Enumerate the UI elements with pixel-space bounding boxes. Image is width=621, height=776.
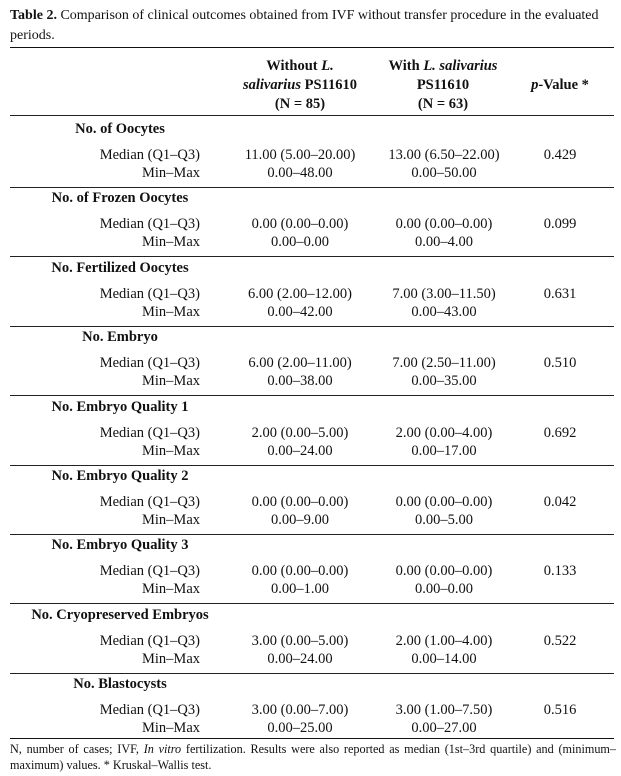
cell-without-minmax: 0.00–24.00 — [267, 443, 333, 459]
section-rule — [10, 673, 614, 674]
caption-label: Table 2. — [10, 8, 57, 23]
cell-with-median: 7.00 (2.50–11.00) — [392, 355, 496, 371]
row-label-minmax: Min–Max — [142, 720, 200, 736]
row-label-minmax: Min–Max — [142, 304, 200, 320]
row-label-minmax: Min–Max — [142, 651, 200, 667]
cell-without-minmax: 0.00–48.00 — [267, 165, 333, 181]
cell-without-median: 2.00 (0.00–5.00) — [251, 425, 349, 441]
row-label-median: Median (Q1–Q3) — [99, 702, 200, 718]
section-title: No. Fertilized Oocytes — [51, 260, 189, 276]
section-rule — [10, 465, 614, 466]
cell-with-median: 0.00 (0.00–0.00) — [395, 494, 493, 510]
header-with: With L. salivarius PS11610 (N = 63) — [388, 58, 498, 112]
table-footnote: N, number of cases; IVF, In vitro fertilization. Results were also reported as median (1st–3rd quartile) and (minimum–maximum) values. * Kruskal–Wallis test. — [10, 742, 616, 772]
cell-pvalue: 0.631 — [543, 286, 577, 302]
cell-without-minmax: 0.00–9.00 — [271, 512, 329, 528]
row-label-minmax: Min–Max — [142, 165, 200, 181]
row-label-median: Median (Q1–Q3) — [99, 286, 200, 302]
row-label-minmax: Min–Max — [142, 234, 200, 250]
row-label-minmax: Min–Max — [142, 443, 200, 459]
cell-pvalue: 0.522 — [543, 633, 577, 649]
cell-without-median: 6.00 (2.00–11.00) — [248, 355, 352, 371]
section-title: No. Embryo Quality 1 — [51, 399, 189, 415]
section-title: No. Embryo — [82, 329, 158, 345]
caption-text: Comparison of clinical outcomes obtained from IVF without transfer procedure in the evaluated periods. — [10, 8, 599, 43]
section-title: No. Embryo Quality 3 — [51, 537, 189, 553]
section-title: No. Cryopreserved Embryos — [31, 607, 209, 623]
section-title: No. of Frozen Oocytes — [51, 190, 189, 206]
cell-with-minmax: 0.00–50.00 — [411, 165, 477, 181]
header-without: Without L. salivarius PS11610 (N = 85) — [242, 58, 357, 112]
cell-with-median: 2.00 (0.00–4.00) — [395, 425, 493, 441]
section-rule — [10, 603, 614, 604]
row-label-minmax: Min–Max — [142, 373, 200, 389]
section-title: No. Embryo Quality 2 — [51, 468, 189, 484]
cell-with-minmax: 0.00–27.00 — [411, 720, 477, 736]
row-label-minmax: Min–Max — [142, 512, 200, 528]
row-label-minmax: Min–Max — [142, 581, 200, 597]
row-label-median: Median (Q1–Q3) — [99, 216, 200, 232]
section-title: No. Blastocysts — [73, 676, 167, 692]
cell-with-minmax: 0.00–14.00 — [411, 651, 477, 667]
cell-pvalue: 0.429 — [543, 147, 577, 163]
cell-with-minmax: 0.00–0.00 — [415, 581, 473, 597]
cell-with-median: 7.00 (3.00–11.50) — [392, 286, 496, 302]
row-label-median: Median (Q1–Q3) — [99, 633, 200, 649]
cell-pvalue: 0.042 — [543, 494, 577, 510]
row-label-median: Median (Q1–Q3) — [99, 147, 200, 163]
cell-without-median: 6.00 (2.00–12.00) — [248, 286, 352, 302]
cell-with-minmax: 0.00–17.00 — [411, 443, 477, 459]
bottom-rule — [10, 738, 614, 739]
top-rule — [10, 47, 614, 48]
row-label-median: Median (Q1–Q3) — [99, 425, 200, 441]
row-label-median: Median (Q1–Q3) — [99, 563, 200, 579]
section-rule — [10, 326, 614, 327]
cell-with-median: 0.00 (0.00–0.00) — [395, 563, 493, 579]
cell-pvalue: 0.516 — [543, 702, 577, 718]
cell-pvalue: 0.510 — [543, 355, 577, 371]
cell-without-median: 0.00 (0.00–0.00) — [251, 216, 349, 232]
cell-pvalue: 0.133 — [543, 563, 577, 579]
cell-without-minmax: 0.00–1.00 — [271, 581, 329, 597]
cell-without-median: 11.00 (5.00–20.00) — [244, 147, 356, 163]
section-rule — [10, 534, 614, 535]
cell-without-minmax: 0.00–38.00 — [267, 373, 333, 389]
cell-pvalue: 0.099 — [543, 216, 577, 232]
cell-with-minmax: 0.00–43.00 — [411, 304, 477, 320]
cell-with-minmax: 0.00–4.00 — [415, 234, 473, 250]
cell-without-minmax: 0.00–25.00 — [267, 720, 333, 736]
cell-without-median: 0.00 (0.00–0.00) — [251, 563, 349, 579]
table-caption — [10, 6, 615, 46]
cell-with-median: 0.00 (0.00–0.00) — [395, 216, 493, 232]
cell-with-minmax: 0.00–5.00 — [415, 512, 473, 528]
section-rule — [10, 187, 614, 188]
cell-without-minmax: 0.00–0.00 — [271, 234, 329, 250]
cell-with-median: 3.00 (1.00–7.50) — [395, 702, 493, 718]
section-rule — [10, 256, 614, 257]
cell-without-median: 3.00 (0.00–5.00) — [251, 633, 349, 649]
header-rule — [10, 115, 614, 116]
header-pvalue: p-Value * — [531, 77, 589, 93]
cell-without-median: 0.00 (0.00–0.00) — [251, 494, 349, 510]
row-label-median: Median (Q1–Q3) — [99, 355, 200, 371]
cell-with-median: 13.00 (6.50–22.00) — [388, 147, 500, 163]
cell-pvalue: 0.692 — [543, 425, 577, 441]
cell-without-median: 3.00 (0.00–7.00) — [251, 702, 349, 718]
cell-without-minmax: 0.00–24.00 — [267, 651, 333, 667]
row-label-median: Median (Q1–Q3) — [99, 494, 200, 510]
cell-with-minmax: 0.00–35.00 — [411, 373, 477, 389]
section-rule — [10, 395, 614, 396]
section-title: No. of Oocytes — [75, 121, 165, 137]
cell-with-median: 2.00 (1.00–4.00) — [395, 633, 493, 649]
cell-without-minmax: 0.00–42.00 — [267, 304, 333, 320]
